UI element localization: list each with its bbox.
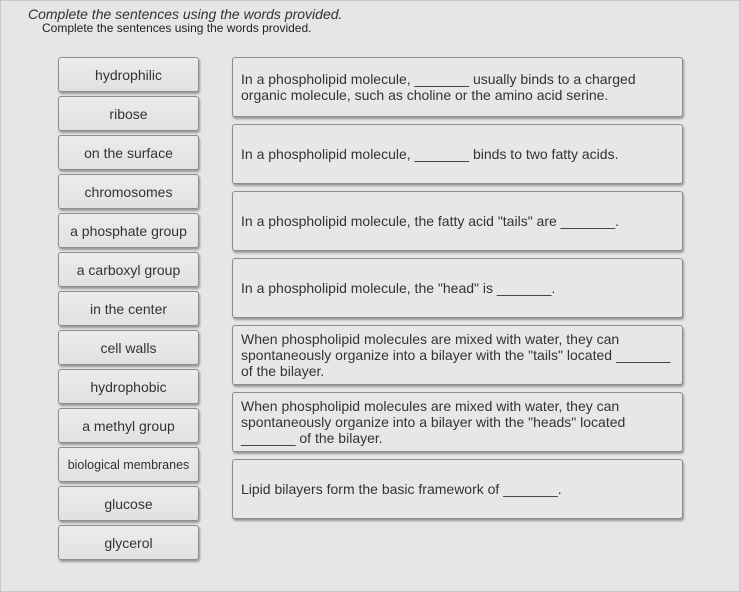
sentence-drop-target[interactable] [232, 325, 683, 385]
sentence-text: In a phospholipid molecule, _______ usually binds to a charged organic molecule, such as choline or the amino acid serine. [241, 71, 636, 103]
sentence-text: In a phospholipid molecule, the fatty acid "tails" are _______. [241, 213, 620, 229]
word-bank [58, 57, 200, 564]
word-tile-on-the-surface[interactable]: on the surface [58, 135, 199, 170]
sentence-text: In a phospholipid molecule, _______ binds to two fatty acids. [241, 146, 619, 162]
sentence-drop-target[interactable] [232, 258, 683, 318]
word-tile-a-methyl-group[interactable]: a methyl group [58, 408, 199, 443]
instructions-subtitle: Complete the sentences using the words provided. [42, 21, 312, 35]
word-tile-hydrophilic[interactable]: hydrophilic [58, 57, 199, 92]
word-tile-hydrophobic[interactable]: hydrophobic [58, 369, 199, 404]
sentence-text: When phospholipid molecules are mixed with water, they can spontaneously organize into a bilayer with the "tails" located _______ of the bilayer. [241, 331, 671, 379]
sentence-drop-target[interactable] [232, 459, 683, 519]
sentence-drop-target[interactable] [232, 124, 683, 184]
word-tile-a-carboxyl-group[interactable]: a carboxyl group [58, 252, 199, 287]
word-tile-biological-membranes[interactable]: biological membranes [58, 447, 199, 482]
word-tile-glucose[interactable]: glucose [58, 486, 199, 521]
word-tile-cell-walls[interactable]: cell walls [58, 330, 199, 365]
sentence-text: When phospholipid molecules are mixed with water, they can spontaneously organize into a bilayer with the "heads" located _______ of the bilayer. [241, 398, 626, 446]
sentence-drop-target[interactable] [232, 57, 683, 117]
sentence-targets [232, 57, 684, 526]
word-tile-ribose[interactable]: ribose [58, 96, 199, 131]
word-tile-chromosomes[interactable]: chromosomes [58, 174, 199, 209]
sentence-text: Lipid bilayers form the basic framework of _______. [241, 481, 562, 497]
sentence-text: In a phospholipid molecule, the "head" is _______. [241, 280, 556, 296]
word-tile-in-the-center[interactable]: in the center [58, 291, 199, 326]
word-tile-glycerol[interactable]: glycerol [58, 525, 199, 560]
sentence-drop-target[interactable] [232, 191, 683, 251]
sentence-drop-target[interactable] [232, 392, 683, 452]
word-tile-a-phosphate-group[interactable]: a phosphate group [58, 213, 199, 248]
instructions-title: Complete the sentences using the words provided. [28, 6, 343, 22]
